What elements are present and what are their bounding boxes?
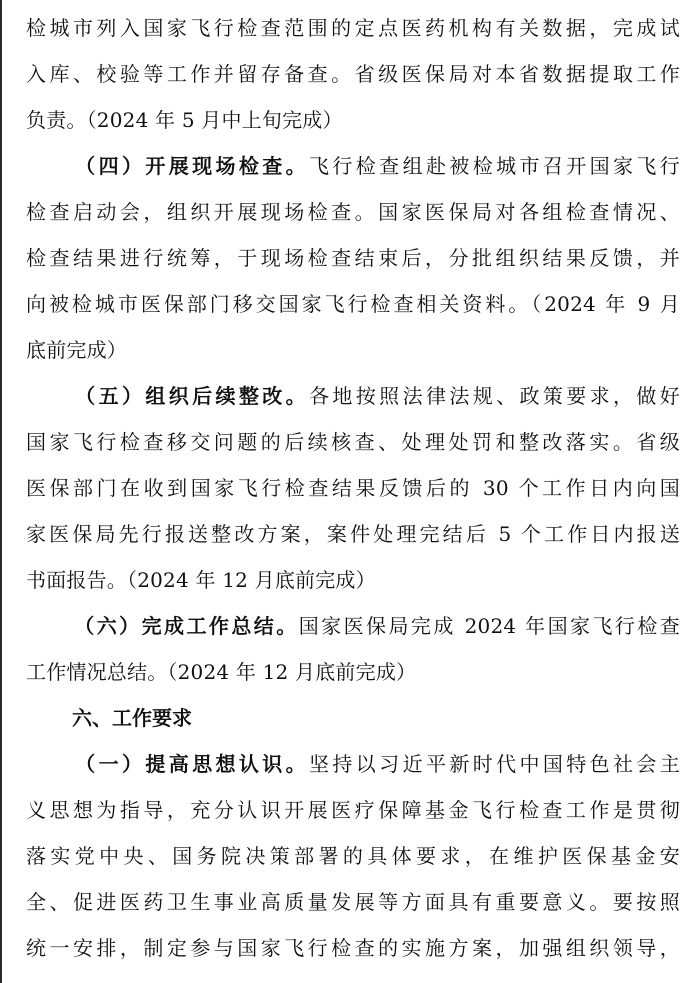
paragraph-line: 向被检城市医保部门移交国家飞行检查相关资料。（2024 年 9 月 xyxy=(26,292,680,316)
paragraph-line: 书面报告。（2024 年 12 月底前完成） xyxy=(26,568,376,592)
left-border-line xyxy=(0,0,2,983)
paragraph-line: 义思想为指导，充分认识开展医疗保障基金飞行检查工作是贯彻 xyxy=(26,798,680,822)
paragraph-line: 底前完成） xyxy=(26,338,127,362)
section-heading-inline: （四）开展现场检查。 xyxy=(72,154,310,178)
paragraph-line xyxy=(26,606,680,646)
section-heading-inline: （一）提高思想认识。 xyxy=(72,752,310,776)
paragraph-line: 负责。（2024 年 5 月中上旬完成） xyxy=(26,108,343,132)
paragraph-line: 家医保局先行报送整改方案，案件处理完结后 5 个工作日内报送 xyxy=(26,522,680,546)
paragraph-text: 国家医保局完成 2024 年国家飞行检查 xyxy=(298,614,680,638)
paragraph-line: 落实党中央、国务院决策部署的具体要求，在维护医保基金安 xyxy=(26,844,680,868)
paragraph-line: 统一安排，制定参与国家飞行检查的实施方案，加强组织领导， xyxy=(26,936,680,960)
section-title: 六、工作要求 xyxy=(72,706,192,730)
paragraph-line: 检查启动会，组织开展现场检查。国家医保局对各组检查情况、 xyxy=(26,200,680,224)
section-heading-inline: （六）完成工作总结。 xyxy=(72,614,299,638)
paragraph-line: 工作情况总结。（2024 年 12 月底前完成） xyxy=(26,660,417,684)
paragraph-line: 入库、校验等工作并留存备查。省级医保局对本省数据提取工作 xyxy=(26,62,680,86)
paragraph-text: 坚持以习近平新时代中国特色社会主 xyxy=(309,752,680,776)
section-heading-inline: （五）组织后续整改。 xyxy=(72,384,310,408)
paragraph-text: 飞行检查组赴被检城市召开国家飞行 xyxy=(309,154,680,178)
paragraph-line: 检城市列入国家飞行检查范围的定点医药机构有关数据，完成试 xyxy=(26,16,680,40)
paragraph-line xyxy=(26,146,680,186)
paragraph-line: 全、促进医药卫生事业高质量发展等方面具有重要意义。要按照 xyxy=(26,890,680,914)
paragraph-line: 检查结果进行统筹，于现场检查结束后，分批组织结果反馈，并 xyxy=(26,246,680,270)
paragraph-text: 各地按照法律法规、政策要求，做好 xyxy=(309,384,680,408)
paragraph-line: 医保部门在收到国家飞行检查结果反馈后的 30 个工作日内向国 xyxy=(26,476,680,500)
paragraph-line xyxy=(26,376,680,416)
paragraph-line: 国家飞行检查移交问题的后续核查、处理处罚和整改落实。省级 xyxy=(26,430,680,454)
paragraph-line xyxy=(26,744,680,784)
